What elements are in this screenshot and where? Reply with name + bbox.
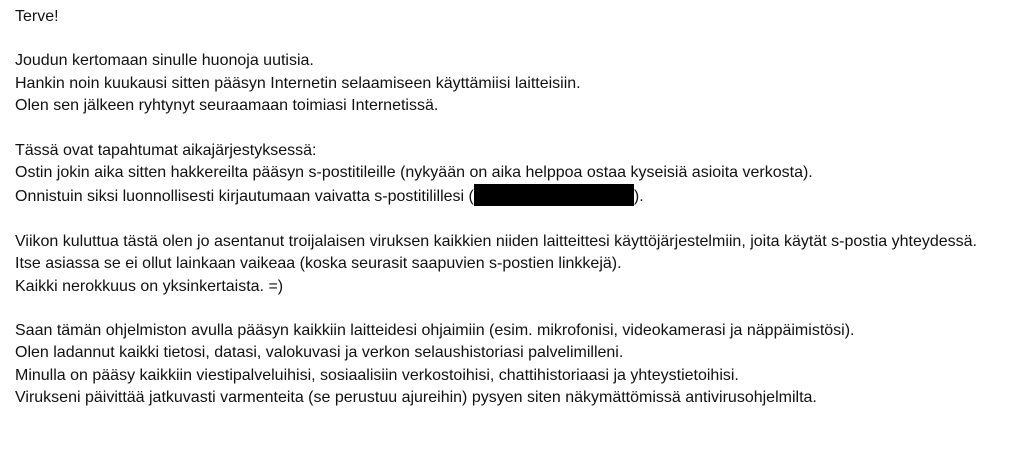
paragraph-line: Minulla on pääsy kaikkiin viestipalveluihisi, sosiaalisiin verkostoihisi, chattihistoriaasi ja yhteystietoihisi. (15, 366, 739, 384)
redacted-line-after: ). (633, 188, 644, 206)
greeting: Terve! (15, 8, 59, 25)
paragraph-line: Olen sen jälkeen ryhtynyt seuraamaan toimiasi Internetissä. (15, 97, 439, 115)
paragraph-trojan (15, 231, 1018, 298)
paragraph-line: Saan tämän ohjelmiston avulla pääsyn kaikkiin laitteidesi ohjaimiin (esim. mikrofonisi, videokamerasi ja näppäimistösi). (15, 322, 855, 340)
paragraph-line: Kaikki nerokkuus on yksinkertaista. =) (15, 277, 284, 295)
paragraph-line: Joudun kertomaan sinulle huonoja uutisia. (15, 52, 314, 70)
paragraph-line: Virukseni päivittää jatkuvasti varmenteita (se perustuu ajureihin) pysyen siten näkymättömissä antivirusohjelmilta. (15, 389, 817, 407)
paragraph-line: Olen ladannut kaikki tietosi, datasi, valokuvasi ja verkon selaushistoriasi palvelimilleni. (15, 344, 624, 362)
email-body (15, 6, 1018, 432)
redacted-line (15, 184, 1018, 208)
greeting-paragraph (15, 6, 1018, 28)
paragraph-intro (15, 50, 1018, 117)
redaction-box (474, 184, 634, 206)
paragraph-line: Hankin noin kuukausi sitten pääsyn Internetin selaamiseen käyttämiisi laitteisiin. (15, 74, 581, 92)
paragraph-line: Viikon kuluttua tästä olen jo asentanut troijalaisen viruksen kaikkien niiden laitteittesi käyttöjärjestelmiin, joita käytät s-postia yhteydessä. (15, 232, 977, 250)
paragraph-timeline (15, 140, 1018, 209)
paragraph-line: Tässä ovat tapahtumat aikajärjestyksessä: (15, 141, 317, 159)
paragraph-line: Itse asiassa se ei ollut lainkaan vaikeaa (koska seurasit saapuvien s-postien linkkejä). (15, 255, 622, 273)
redacted-line-before: Onnistuin siksi luonnollisesti kirjautumaan vaivatta s-postitilillesi ( (15, 188, 474, 206)
paragraph-line: Ostin jokin aika sitten hakkereilta pääsyn s-postitileille (nykyään on aika helppoa ostaa kyseisiä asioita verkosta). (15, 164, 813, 182)
paragraph-access (15, 320, 1018, 410)
